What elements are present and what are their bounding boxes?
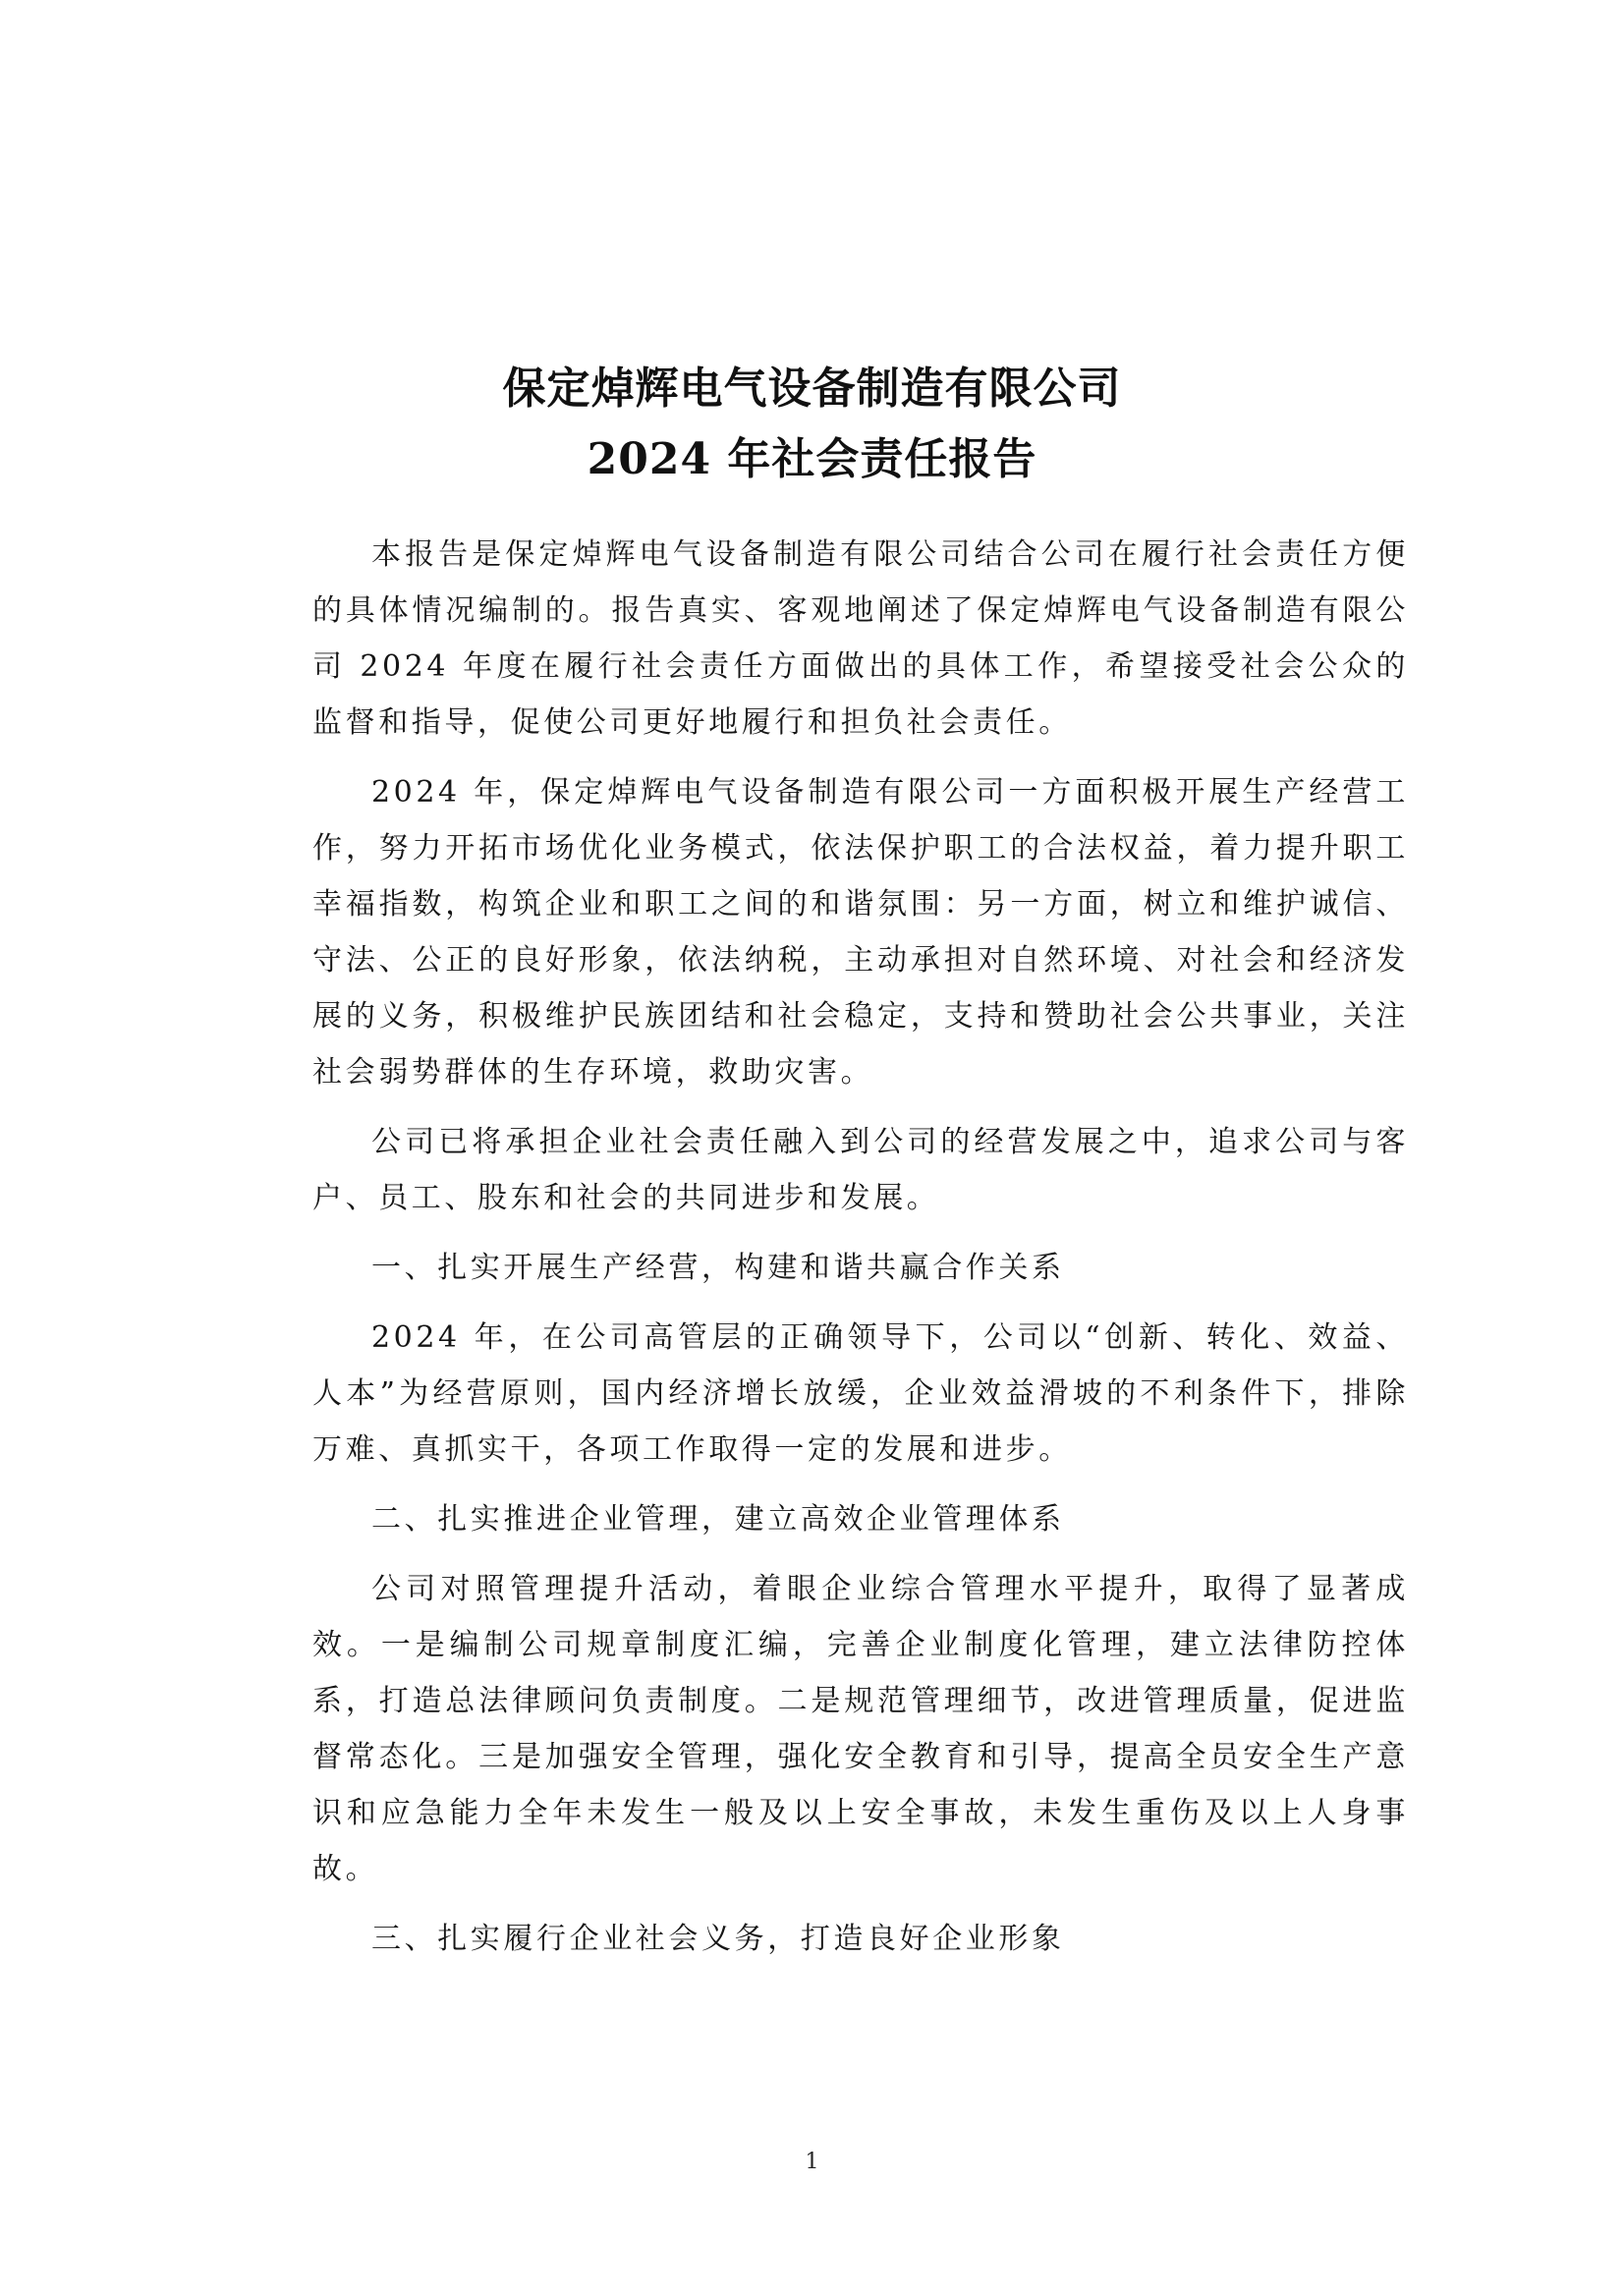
report-body: [312, 527, 1409, 1981]
section-heading-3: 三、扎实履行企业社会义务，打造良好企业形象: [371, 1922, 1065, 1956]
section-heading-2: 二、扎实推进企业管理，建立高效企业管理体系: [371, 1502, 1065, 1537]
overview-paragraph: 2024 年，保定焯辉电气设备制造有限公司一方面积极开展生产经营工作，努力开拓市场优化业务模式，依法保护职工的合法权益，着力提升职工幸福指数，构筑企业和职工之间的和谐氛围：另一方面，树立和维护诚信、守法、公正的良好形象，依法纳税，主动承担对自然环境、对社会和经济发展的义务，积极维护民族团结和社会稳定，支持和赞助社会公共事业，关注社会弱势群体的生存环境，救助灾害。: [312, 775, 1409, 1090]
section-heading-1: 一、扎实开展生产经营，构建和谐共赢合作关系: [371, 1251, 1065, 1285]
integration-paragraph: 公司已将承担企业社会责任融入到公司的经营发展之中，追求公司与客户、员工、股东和社会的共同进步和发展。: [312, 1125, 1409, 1215]
report-year-title: 2024 年社会责任报告: [587, 434, 1037, 484]
intro-paragraph: 本报告是保定焯辉电气设备制造有限公司结合公司在履行社会责任方便的具体情况编制的。报告真实、客观地阐述了保定焯辉电气设备制造有限公司 2024 年度在履行社会责任方面做出的具体工作，希望接受社会公众的监督和指导，促使公司更好地履行和担负社会责任。: [312, 537, 1409, 740]
section-2-paragraph: 公司对照管理提升活动，着眼企业综合管理水平提升，取得了显著成效。一是编制公司规章制度汇编，完善企业制度化管理，建立法律防控体系，打造总法律顾问负责制度。二是规范管理细节，改进管理质量，促进监督常态化。三是加强安全管理，强化安全教育和引导，提高全员安全生产意识和应急能力全年未发生一般及以上安全事故，未发生重伤及以上人身事故。: [312, 1572, 1409, 1886]
company-name-title: 保定焯辉电气设备制造有限公司: [502, 364, 1122, 414]
section-1-paragraph: 2024 年，在公司高管层的正确领导下，公司以“创新、转化、效益、人本”为经营原则，国内经济增长放缓，企业效益滑坡的不利条件下，排除万难、真抓实干，各项工作取得一定的发展和进步。: [312, 1320, 1409, 1467]
page-number: 1: [805, 2150, 819, 2174]
report-title: [0, 354, 1624, 495]
